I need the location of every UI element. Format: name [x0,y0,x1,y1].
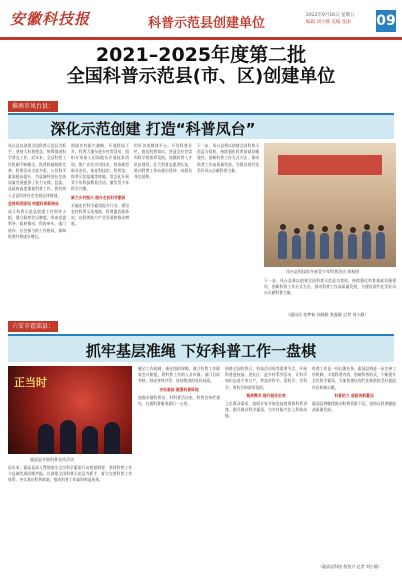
story1-title: 深化示范创建 打造“科普凤台” [50,120,256,138]
story2-column-2 [138,366,220,571]
designer-prefix: 美编 [329,20,341,25]
story1-column-1 [8,143,66,321]
story1-column-4 [197,143,259,321]
story2-credit: （霍邱县科协 詹恒兴 记者 刘小静） [318,564,382,569]
headline-line-1: 2021–2025年度第二批 [95,44,307,66]
story1-credit: （通讯员 张梦茹 孙晓娟 张磊敏 记者 刘小静） [286,312,369,317]
photo-banner [278,155,382,175]
story1-paragraph: 用好各类媒体平台，开设科普专栏，推送科普知识，营造全社会崇尚科学的浓厚氛围。加强科普人才队伍建设，壮大科普志愿者队伍，推动科普工作向基层延伸、向群众身边延伸。 [134,143,192,180]
issue-meta [306,12,372,26]
story1-tag: 淮南市凤台县： [8,101,58,112]
story2-paragraph: 加强乡镇科普站、村科普活动室、科普宣传栏建设，打通科普服务最后一公里。 [138,394,220,407]
issue-date: 2022年9月16日 星期五 [306,13,355,18]
main-headline [0,44,402,88]
section-title: 科普示范县创建单位 [148,16,266,31]
page-number: 09 [376,10,396,32]
story1-title-band [8,113,394,139]
page-header [0,0,402,40]
story1-paragraph: 实施农民科学素质提升行动，建设农村科普示范基地、科普惠农服务站，以科普助力产业发展和群众增收。 [71,202,129,227]
story1-paragraph: 凤台县以创建全国科普示范县为抓手，坚持大科普理念，统筹推进科学普及工作。近年来，全县科普工作机制不断健全，科普阵地持续完善，科普活动丰富多彩，公民科学素质稳步提升，为县域经济社会高质量发展提供了有力支撑。县委、县政府高度重视科普工作，将其纳入全县经济社会发展总体规划。 [8,143,66,198]
story2-tag: 六安市霍邱县： [8,321,58,332]
story2-paragraph: 霍邱县将继续推动科普资源下沉，坚持以科普赋能高质量发展。 [312,401,396,413]
story1-subhead-1: 坚持系统谋划 构建科普新格局 [8,200,59,206]
photo-stage-text: 正当时 [14,376,47,389]
story2-paragraph: 近年来，霍邱县深入贯彻落实全民科学素质行动规划纲要，坚持科普工作与县域发展同频共振，以创建全国科普示范县为抓手，着力完善科普工作体系，夯实基层科普阵地，推动科普工作取得明显成效。 [8,465,132,483]
story2-paragraph: 科普工作是一项长期任务。霍邱县将进一步完善工作机制，丰富科普内容，创新科普形式，不断提升全民科学素质，为加快建设现代化新阶段美好霍邱作出积极贡献。 [312,366,396,390]
story2-paragraph: 健全工作机制，强化组织保障。建立科普工作联席会议制度，将科普工作纳入各乡镇、部门目标考核，形成齐抓共管、协同推进的良好局面。 [138,366,220,384]
story2-photo-caption: 霍邱县开展科普宣传活动 [30,457,74,462]
story2-title: 抓牢基层准绳 下好科普工作一盘棋 [85,342,317,360]
story1-paragraph: 围绕乡村振兴战略，开展科技下乡、科普大篷车进乡村等活动，组织专家深入田间地头开展技术培训，推广农业实用技术，培育新型职业农民。依托科技馆、科普馆、科普示范基地等阵地，常态化开展青少年科技教育活动，激发青少年科学兴趣。 [71,143,129,192]
story1-column-2 [71,143,129,321]
story2-photo [8,366,132,454]
story1-paragraph: 下一步，凤台县将以创建全国科普示范县为契机，持续强化科普基础设施建设，创新科普工作方式方法，推动科普工作高质量发展，为建设现代化美好凤台贡献科普力量。 [197,143,259,173]
headline-line-2: 全国科普示范县(市、区)创建单位 [66,66,336,87]
story1-photo-caption: 凤台县科技馆开展青少年科普活动 资料图 [286,269,360,274]
story1-column-5 [264,278,396,312]
story1-paragraph: 下一步，凤台县将以创建全国科普示范县为契机，持续强化科普基础设施建设，创新科普工作方式方法，推动科普工作高质量发展，为建设现代化美好凤台贡献科普力量。 [264,278,396,296]
story2-column-4 [312,366,396,562]
story2-column-1 [8,465,132,571]
story1-subhead-2: 聚力乡村振兴 提升农民科学素质 [71,194,126,200]
story2-column-3 [225,366,307,571]
edit-credits [306,19,372,26]
editor-prefix: 编辑 [306,20,315,25]
story2-subhead-3: 科普助力 造就创新霍邱 [334,392,374,398]
story2-title-band [8,334,394,362]
designer-name: 张丽 [341,20,351,25]
story2-subhead-1: 夯实基础 做强科普阵地 [159,386,199,392]
editor-name: 刘小静 [316,20,330,25]
story2-paragraph: 立足群众需求，组织专家开展农技培训和科普讲座，提升群众科学素质，为乡村振兴注入科技动能。 [225,401,307,419]
story2-paragraph: 围绕全国科普日、科技活动周等重要节点，开展科普进校园、进社区、进乡村系列活动，让科学知识走进千家万户，营造讲科学、爱科学、学科学、用科学的浓厚氛围。 [225,366,307,390]
story1-column-3 [134,143,192,321]
story2-subhead-2: 聚焦需求 提升服务实效 [246,392,286,398]
masthead-logo: 安徽科技报 [10,10,91,28]
story1-paragraph: 成立科普示范县创建工作领导小组，建立联席会议制度，形成党委领导、政府推动、科协牵头、部门协作、社会参与的工作格局，保障科普经费逐年增长。 [8,209,66,239]
story1-photo [264,143,396,267]
